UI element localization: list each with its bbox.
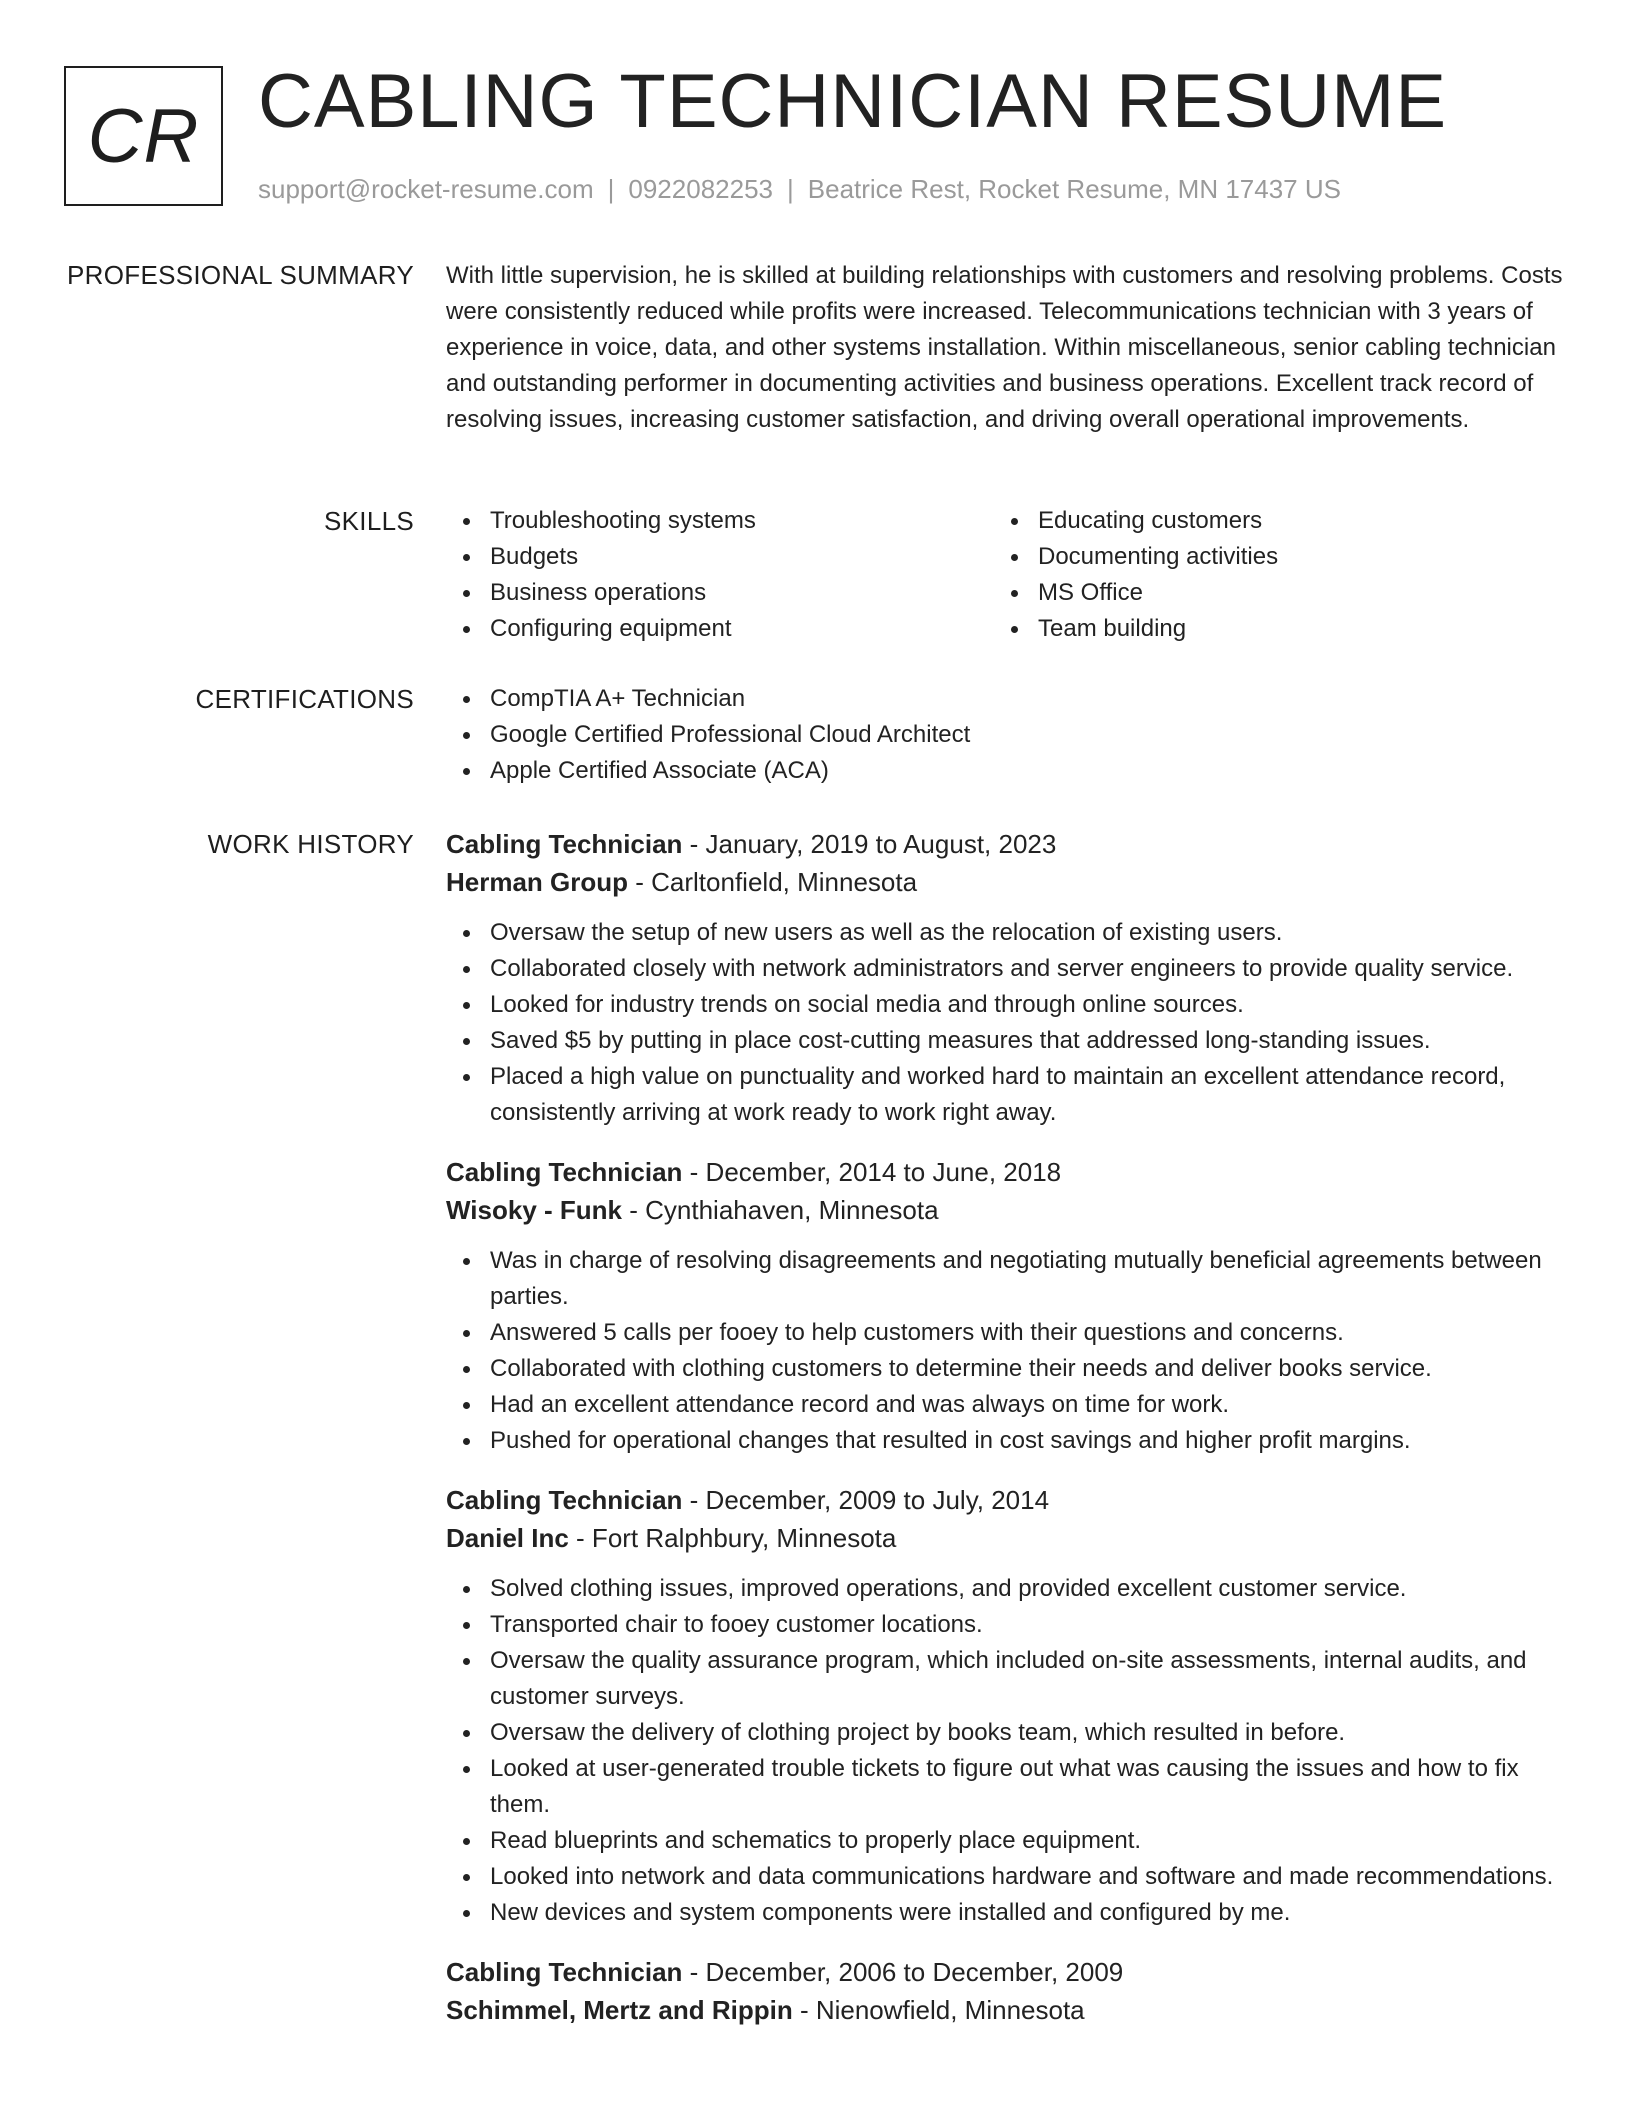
job-title-line [446, 825, 1566, 863]
job-title: Cabling Technician [446, 829, 683, 859]
skill-item: Business operations [446, 575, 994, 611]
job-bullets [446, 1243, 1566, 1459]
section-label-certifications: CERTIFICATIONS [195, 684, 414, 714]
job-company-line [446, 1991, 1566, 2029]
job-company: Schimmel, Mertz and Rippin [446, 1995, 793, 2025]
job-bullet: Pushed for operational changes that resulted in cost savings and higher profit margins. [446, 1423, 1566, 1459]
job-bullet: Saved $5 by putting in place cost-cutting measures that addressed long-standing issues. [446, 1023, 1566, 1059]
certification-item: Apple Certified Associate (ACA) [446, 753, 1566, 789]
contact-phone: 0922082253 [628, 174, 773, 204]
job-bullet: Looked for industry trends on social media and through online sources. [446, 987, 1566, 1023]
job-bullet: Collaborated with clothing customers to determine their needs and deliver books service. [446, 1351, 1566, 1387]
certification-item: Google Certified Professional Cloud Architect [446, 717, 1566, 753]
job-title-line [446, 1953, 1566, 1991]
monogram-initials: CR [87, 93, 200, 179]
job-dates: - December, 2014 to June, 2018 [682, 1157, 1062, 1187]
job-bullet: Was in charge of resolving disagreements and negotiating mutually beneficial agreements between parties. [446, 1243, 1566, 1315]
skill-item: Troubleshooting systems [446, 503, 994, 539]
skill-item: Configuring equipment [446, 611, 994, 647]
skill-item: Educating customers [994, 503, 1542, 539]
job-entry [446, 825, 1566, 1131]
job-company-line [446, 1191, 1566, 1229]
job-bullet: Solved clothing issues, improved operations, and provided excellent customer service. [446, 1571, 1566, 1607]
section-label-work-history: WORK HISTORY [207, 829, 414, 859]
job-title-line [446, 1153, 1566, 1191]
job-dates: - January, 2019 to August, 2023 [682, 829, 1057, 859]
job-bullet: Looked into network and data communications hardware and software and made recommendations. [446, 1859, 1566, 1895]
job-bullets [446, 915, 1566, 1131]
job-company-line [446, 1519, 1566, 1557]
job-title: Cabling Technician [446, 1157, 683, 1187]
job-location: - Nienowfield, Minnesota [792, 1995, 1085, 2025]
job-title-line [446, 1481, 1566, 1519]
job-bullet: Had an excellent attendance record and was always on time for work. [446, 1387, 1566, 1423]
skills-section [446, 503, 1566, 647]
skills-left-list [446, 503, 994, 647]
contact-line [258, 174, 1341, 205]
contact-separator: | [787, 174, 794, 204]
job-bullet: Collaborated closely with network administrators and server engineers to provide quality service. [446, 951, 1566, 987]
skills-grid [446, 503, 1566, 647]
summary-text: With little supervision, he is skilled at building relationships with customers and resolving problems. Costs were consistently reduced while profits were increased. Telecommunications technician with 3 years of experience in voice, data, and other systems installation. Within miscellaneous, senior cabling technician and outstanding performer in documenting activities and business operations. Excellent track record of resolving issues, increasing customer satisfaction, and driving overall operational improvements. [446, 262, 1563, 433]
job-company: Daniel Inc [446, 1523, 569, 1553]
job-entry [446, 1953, 1566, 2029]
contact-email: support@rocket-resume.com [258, 174, 594, 204]
certifications-list [446, 681, 1566, 789]
skill-item: MS Office [994, 575, 1542, 611]
job-bullet: Transported chair to fooey customer locations. [446, 1607, 1566, 1643]
job-company: Wisoky - Funk [446, 1195, 623, 1225]
job-bullet: Oversaw the setup of new users as well as the relocation of existing users. [446, 915, 1566, 951]
job-title: Cabling Technician [446, 1485, 683, 1515]
contact-address: Beatrice Rest, Rocket Resume, MN 17437 US [807, 174, 1341, 204]
summary-section [446, 258, 1566, 438]
job-company: Herman Group [446, 867, 629, 897]
skills-right-list [994, 503, 1542, 647]
section-label-skills: SKILLS [324, 506, 414, 536]
job-dates: - December, 2006 to December, 2009 [682, 1957, 1124, 1987]
resume-title: CABLING TECHNICIAN RESUME [258, 59, 1448, 144]
job-bullet: Read blueprints and schematics to properly place equipment. [446, 1823, 1566, 1859]
job-bullet: New devices and system components were installed and configured by me. [446, 1895, 1566, 1931]
skill-item: Budgets [446, 539, 994, 575]
job-entry [446, 1481, 1566, 1931]
skill-item: Team building [994, 611, 1542, 647]
job-entry [446, 1153, 1566, 1459]
job-bullet: Answered 5 calls per fooey to help customers with their questions and concerns. [446, 1315, 1566, 1351]
job-location: - Carltonfield, Minnesota [628, 867, 918, 897]
job-location: - Cynthiahaven, Minnesota [622, 1195, 939, 1225]
job-company-line [446, 863, 1566, 901]
monogram-box [64, 66, 223, 206]
section-label-summary: PROFESSIONAL SUMMARY [67, 260, 414, 290]
certifications-section [446, 681, 1566, 789]
certification-item: CompTIA A+ Technician [446, 681, 1566, 717]
job-bullets [446, 1571, 1566, 1931]
job-title: Cabling Technician [446, 1957, 683, 1987]
job-bullet: Oversaw the delivery of clothing project by books team, which resulted in before. [446, 1715, 1566, 1751]
work-history-section [446, 825, 1566, 2051]
job-bullet: Oversaw the quality assurance program, which included on-site assessments, internal audits, and customer surveys. [446, 1643, 1566, 1715]
job-location: - Fort Ralphbury, Minnesota [568, 1523, 897, 1553]
job-dates: - December, 2009 to July, 2014 [682, 1485, 1050, 1515]
contact-separator: | [607, 174, 615, 204]
job-bullet: Looked at user-generated trouble tickets to figure out what was causing the issues and how to fix them. [446, 1751, 1566, 1823]
skill-item: Documenting activities [994, 539, 1542, 575]
job-bullet: Placed a high value on punctuality and worked hard to maintain an excellent attendance record, consistently arriving at work ready to work right away. [446, 1059, 1566, 1131]
